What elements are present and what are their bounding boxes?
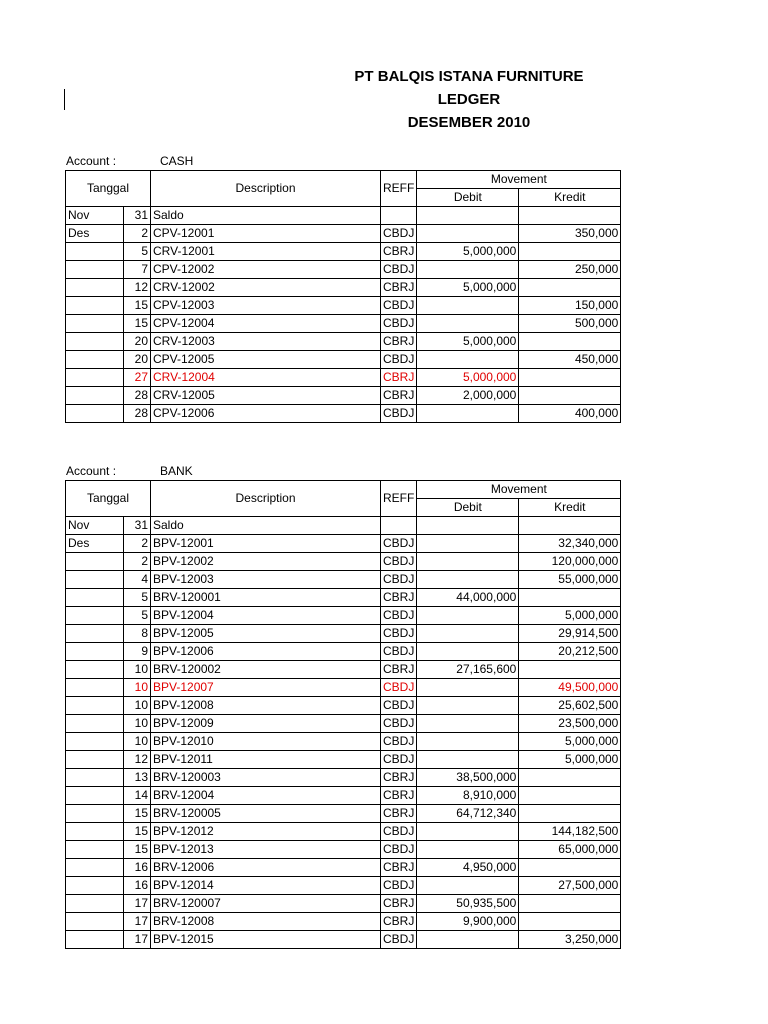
cell-day: 7 (124, 261, 151, 279)
cell-description: Saldo (151, 517, 381, 535)
cell-reff: CBDJ (381, 351, 417, 369)
cell-kredit (519, 279, 621, 297)
cell-debit (417, 931, 519, 949)
cell-description: BRV-12004 (151, 787, 381, 805)
cell-reff: CBDJ (381, 679, 417, 697)
cell-month (66, 243, 124, 261)
cell-day: 10 (124, 661, 151, 679)
cell-kredit: 3,250,000 (519, 931, 621, 949)
cell-month (66, 553, 124, 571)
table-row (66, 589, 621, 607)
cell-reff: CBDJ (381, 931, 417, 949)
cell-day: 16 (124, 859, 151, 877)
cell-month (66, 895, 124, 913)
cell-month (66, 931, 124, 949)
cell-reff: CBDJ (381, 715, 417, 733)
cell-month (66, 823, 124, 841)
cell-reff: CBDJ (381, 625, 417, 643)
cell-month (66, 607, 124, 625)
cell-debit: 8,910,000 (417, 787, 519, 805)
cell-description: CPV-12002 (151, 261, 381, 279)
cell-reff: CBRJ (381, 787, 417, 805)
cell-debit: 5,000,000 (417, 279, 519, 297)
cell-debit (417, 607, 519, 625)
cell-month (66, 279, 124, 297)
bank-account-line (66, 464, 193, 478)
cell-day: 10 (124, 733, 151, 751)
cell-reff: CBRJ (381, 859, 417, 877)
cell-month (66, 643, 124, 661)
cell-reff: CBRJ (381, 589, 417, 607)
cell-kredit (519, 895, 621, 913)
cash-ledger-table (65, 170, 621, 423)
cell-debit (417, 625, 519, 643)
cell-debit (417, 715, 519, 733)
cell-reff: CBDJ (381, 571, 417, 589)
cell-debit (417, 751, 519, 769)
cell-month (66, 333, 124, 351)
cell-reff: CBDJ (381, 733, 417, 751)
cell-kredit (519, 243, 621, 261)
table-row (66, 877, 621, 895)
table-row (66, 697, 621, 715)
cell-day: 27 (124, 369, 151, 387)
table-row (66, 369, 621, 387)
cell-description: BRV-12008 (151, 913, 381, 931)
table-row (66, 625, 621, 643)
cell-month (66, 369, 124, 387)
cell-day: 15 (124, 315, 151, 333)
cell-debit: 4,950,000 (417, 859, 519, 877)
cell-reff: CBDJ (381, 841, 417, 859)
cell-debit: 38,500,000 (417, 769, 519, 787)
cell-reff: CBRJ (381, 243, 417, 261)
cell-description: BRV-120003 (151, 769, 381, 787)
cell-debit (417, 553, 519, 571)
cell-kredit (519, 387, 621, 405)
cell-day: 14 (124, 787, 151, 805)
cell-debit: 5,000,000 (417, 243, 519, 261)
cell-reff: CBRJ (381, 279, 417, 297)
report-period: DESEMBER 2010 (407, 114, 531, 131)
cell-month (66, 261, 124, 279)
cell-day: 17 (124, 931, 151, 949)
cell-description: BPV-12013 (151, 841, 381, 859)
table-row (66, 715, 621, 733)
cell-reff: CBDJ (381, 877, 417, 895)
table-row (66, 931, 621, 949)
cell-debit: 50,935,500 (417, 895, 519, 913)
col-description: Description (151, 481, 381, 517)
cell-kredit (519, 207, 621, 225)
cell-kredit: 120,000,000 (519, 553, 621, 571)
cell-kredit: 65,000,000 (519, 841, 621, 859)
cell-description: BPV-12010 (151, 733, 381, 751)
cell-month (66, 589, 124, 607)
cell-reff: CBDJ (381, 643, 417, 661)
cell-description: BRV-12006 (151, 859, 381, 877)
cell-debit (417, 405, 519, 423)
account-name: BANK (160, 464, 193, 478)
cell-debit (417, 351, 519, 369)
table-row (66, 279, 621, 297)
col-tanggal: Tanggal (66, 481, 151, 517)
cell-day: 16 (124, 877, 151, 895)
col-reff: REFF (381, 171, 417, 207)
cell-description: CRV-12002 (151, 279, 381, 297)
cell-kredit: 55,000,000 (519, 571, 621, 589)
cell-day: 10 (124, 715, 151, 733)
cell-reff: CBDJ (381, 823, 417, 841)
table-row (66, 405, 621, 423)
cell-day: 8 (124, 625, 151, 643)
cell-reff: CBDJ (381, 405, 417, 423)
cell-reff: CBRJ (381, 895, 417, 913)
account-name: CASH (160, 154, 194, 168)
company-title: PT BALQIS ISTANA FURNITURE (354, 68, 584, 85)
cell-kredit: 27,500,000 (519, 877, 621, 895)
cell-description: BRV-120001 (151, 589, 381, 607)
cell-day: 2 (124, 535, 151, 553)
cell-description: BPV-12015 (151, 931, 381, 949)
cell-debit (417, 571, 519, 589)
cell-description: BPV-12005 (151, 625, 381, 643)
cell-month (66, 841, 124, 859)
table-row (66, 261, 621, 279)
cell-debit (417, 207, 519, 225)
table-row (66, 733, 621, 751)
col-debit: Debit (417, 499, 519, 517)
cell-description: CRV-12001 (151, 243, 381, 261)
table-row (66, 333, 621, 351)
cell-month (66, 751, 124, 769)
cell-day: 2 (124, 553, 151, 571)
cell-reff: CBRJ (381, 333, 417, 351)
cell-month (66, 715, 124, 733)
cell-kredit: 20,212,500 (519, 643, 621, 661)
table-row (66, 535, 621, 553)
col-kredit: Kredit (519, 499, 621, 517)
cell-reff: CBRJ (381, 913, 417, 931)
cell-debit: 64,712,340 (417, 805, 519, 823)
cell-day: 5 (124, 589, 151, 607)
cell-day: 2 (124, 225, 151, 243)
cell-month (66, 571, 124, 589)
cell-day: 10 (124, 679, 151, 697)
cell-kredit: 5,000,000 (519, 751, 621, 769)
table-row (66, 769, 621, 787)
table-row (66, 351, 621, 369)
cell-kredit (519, 661, 621, 679)
cell-day: 12 (124, 279, 151, 297)
cell-kredit (519, 805, 621, 823)
cell-month (66, 733, 124, 751)
cell-month (66, 769, 124, 787)
cell-debit (417, 517, 519, 535)
cell-kredit: 500,000 (519, 315, 621, 333)
table-row (66, 805, 621, 823)
cell-day: 5 (124, 607, 151, 625)
table-row (66, 315, 621, 333)
cell-description: BRV-120007 (151, 895, 381, 913)
table-row (66, 787, 621, 805)
cell-kredit: 49,500,000 (519, 679, 621, 697)
table-row (66, 387, 621, 405)
col-reff: REFF (381, 481, 417, 517)
cell-kredit: 150,000 (519, 297, 621, 315)
cell-reff (381, 517, 417, 535)
cell-month (66, 297, 124, 315)
cell-kredit (519, 589, 621, 607)
cell-debit (417, 261, 519, 279)
cell-day: 28 (124, 387, 151, 405)
cell-kredit: 400,000 (519, 405, 621, 423)
cell-kredit (519, 333, 621, 351)
cell-month (66, 697, 124, 715)
cell-debit: 44,000,000 (417, 589, 519, 607)
cell-debit (417, 733, 519, 751)
cell-kredit: 5,000,000 (519, 733, 621, 751)
table-row (66, 243, 621, 261)
table-row (66, 913, 621, 931)
cell-description: BPV-12011 (151, 751, 381, 769)
cell-month (66, 787, 124, 805)
cell-day: 15 (124, 297, 151, 315)
cell-description: CRV-12004 (151, 369, 381, 387)
col-tanggal: Tanggal (66, 171, 151, 207)
account-label: Account : (66, 154, 117, 168)
cell-month (66, 805, 124, 823)
cell-month (66, 661, 124, 679)
cell-day: 20 (124, 351, 151, 369)
cell-debit (417, 841, 519, 859)
cell-description: CPV-12001 (151, 225, 381, 243)
cell-kredit: 23,500,000 (519, 715, 621, 733)
table-row (66, 859, 621, 877)
col-movement: Movement (417, 171, 621, 189)
cell-kredit (519, 787, 621, 805)
cell-kredit: 450,000 (519, 351, 621, 369)
cell-description: BRV-120002 (151, 661, 381, 679)
cell-day: 17 (124, 895, 151, 913)
table-row (66, 895, 621, 913)
cell-description: BPV-12001 (151, 535, 381, 553)
table-row (66, 207, 621, 225)
cell-kredit: 144,182,500 (519, 823, 621, 841)
cell-kredit (519, 859, 621, 877)
cash-account-line (66, 154, 193, 168)
cell-day: 20 (124, 333, 151, 351)
cell-kredit: 250,000 (519, 261, 621, 279)
cell-reff: CBRJ (381, 387, 417, 405)
cell-reff: CBDJ (381, 261, 417, 279)
cell-month: Des (66, 225, 124, 243)
cell-reff: CBRJ (381, 769, 417, 787)
col-kredit: Kredit (519, 189, 621, 207)
cell-day: 5 (124, 243, 151, 261)
col-movement: Movement (417, 481, 621, 499)
cell-month (66, 859, 124, 877)
cell-kredit (519, 769, 621, 787)
cell-debit (417, 823, 519, 841)
cell-description: Saldo (151, 207, 381, 225)
account-label: Account : (66, 464, 117, 478)
cell-description: BRV-120005 (151, 805, 381, 823)
report-title: LEDGER (437, 91, 501, 108)
cell-description: BPV-12012 (151, 823, 381, 841)
cell-day: 10 (124, 697, 151, 715)
cell-month (66, 625, 124, 643)
cell-description: CPV-12006 (151, 405, 381, 423)
cell-day: 15 (124, 841, 151, 859)
cell-debit: 5,000,000 (417, 333, 519, 351)
cell-day: 13 (124, 769, 151, 787)
cell-description: CPV-12003 (151, 297, 381, 315)
cell-description: CRV-12005 (151, 387, 381, 405)
cell-description: BPV-12004 (151, 607, 381, 625)
table-row (66, 751, 621, 769)
table-row (66, 823, 621, 841)
cell-reff (381, 207, 417, 225)
cell-description: CRV-12003 (151, 333, 381, 351)
cell-description: CPV-12005 (151, 351, 381, 369)
cell-debit (417, 297, 519, 315)
cell-debit: 5,000,000 (417, 369, 519, 387)
cell-reff: CBRJ (381, 369, 417, 387)
cell-month (66, 387, 124, 405)
cell-month (66, 679, 124, 697)
cell-month: Des (66, 535, 124, 553)
cell-month (66, 405, 124, 423)
cell-debit: 9,900,000 (417, 913, 519, 931)
cell-description: BPV-12006 (151, 643, 381, 661)
cell-reff: CBDJ (381, 751, 417, 769)
cell-kredit (519, 913, 621, 931)
cell-description: BPV-12008 (151, 697, 381, 715)
cell-reff: CBDJ (381, 297, 417, 315)
table-row (66, 517, 621, 535)
cell-day: 9 (124, 643, 151, 661)
cell-debit (417, 679, 519, 697)
cell-reff: CBRJ (381, 805, 417, 823)
table-row (66, 679, 621, 697)
cell-kredit (519, 517, 621, 535)
cell-month: Nov (66, 207, 124, 225)
cell-debit (417, 643, 519, 661)
cell-day: 12 (124, 751, 151, 769)
table-row (66, 553, 621, 571)
table-row (66, 225, 621, 243)
cell-debit: 27,165,600 (417, 661, 519, 679)
cell-day: 31 (124, 517, 151, 535)
cell-day: 17 (124, 913, 151, 931)
cell-description: CPV-12004 (151, 315, 381, 333)
cell-day: 4 (124, 571, 151, 589)
cell-month (66, 351, 124, 369)
bank-ledger-table (65, 480, 621, 949)
cell-day: 31 (124, 207, 151, 225)
cell-description: BPV-12014 (151, 877, 381, 895)
col-debit: Debit (417, 189, 519, 207)
cell-reff: CBDJ (381, 697, 417, 715)
cell-reff: CBDJ (381, 225, 417, 243)
cell-reff: CBDJ (381, 607, 417, 625)
cell-month (66, 877, 124, 895)
cell-kredit: 350,000 (519, 225, 621, 243)
cell-kredit: 5,000,000 (519, 607, 621, 625)
cell-description: BPV-12003 (151, 571, 381, 589)
cell-kredit: 25,602,500 (519, 697, 621, 715)
cell-debit (417, 877, 519, 895)
cell-debit (417, 225, 519, 243)
cell-description: BPV-12009 (151, 715, 381, 733)
cell-month: Nov (66, 517, 124, 535)
cell-month (66, 913, 124, 931)
cell-debit (417, 535, 519, 553)
cell-kredit: 29,914,500 (519, 625, 621, 643)
col-description: Description (151, 171, 381, 207)
table-row (66, 571, 621, 589)
table-row (66, 297, 621, 315)
cell-reff: CBRJ (381, 661, 417, 679)
table-row (66, 661, 621, 679)
cell-kredit (519, 369, 621, 387)
cell-description: BPV-12007 (151, 679, 381, 697)
cell-debit (417, 697, 519, 715)
cell-debit (417, 315, 519, 333)
cell-day: 15 (124, 823, 151, 841)
cell-reff: CBDJ (381, 535, 417, 553)
cell-day: 15 (124, 805, 151, 823)
cell-day: 28 (124, 405, 151, 423)
table-row (66, 841, 621, 859)
table-row (66, 643, 621, 661)
cell-month (66, 315, 124, 333)
cell-reff: CBDJ (381, 553, 417, 571)
cell-description: BPV-12002 (151, 553, 381, 571)
table-row (66, 607, 621, 625)
cell-reff: CBDJ (381, 315, 417, 333)
cell-kredit: 32,340,000 (519, 535, 621, 553)
cell-debit: 2,000,000 (417, 387, 519, 405)
